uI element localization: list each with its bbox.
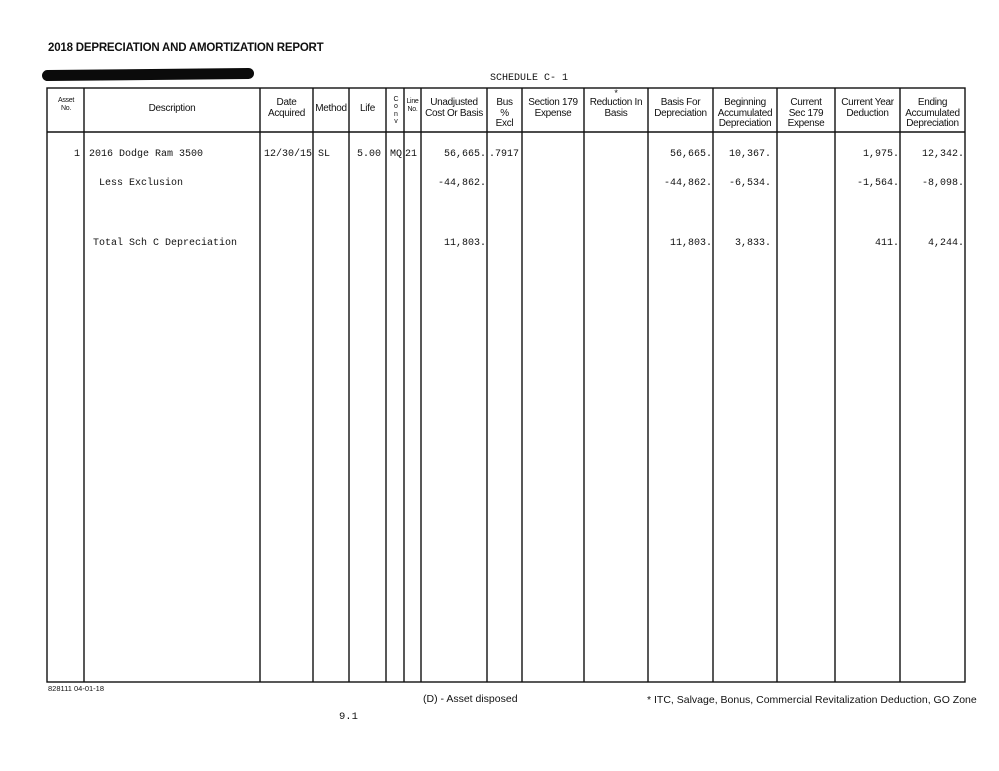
col-header-current-year-deduction: Current Year Deduction: [841, 97, 894, 119]
form-code: 828111 04-01-18: [48, 684, 105, 693]
reduction-asterisk: *: [614, 88, 618, 98]
col-header-ending-accum-depr: Ending Accumulated Depreciation: [905, 97, 960, 129]
table-border: [47, 88, 965, 682]
cell-description: Total Sch C Depreciation: [93, 238, 238, 249]
col-header-basis-for-depreciation: Basis For Depreciation: [654, 97, 707, 119]
col-header-bus-pct-excl: Bus % Excl: [495, 97, 514, 129]
cell-basis-for-depreciation: 11,803.: [669, 238, 712, 249]
cell-unadjusted-cost: -44,862.: [437, 178, 486, 189]
col-header-life: Life: [360, 103, 375, 114]
cell-beginning-accum-depr: 10,367.: [728, 149, 771, 160]
col-header-line-no: Line No.: [406, 98, 419, 113]
cell-ending-accum-depr: 4,244.: [927, 238, 964, 249]
cell-current-year-deduction: 411.: [874, 238, 899, 249]
cell-basis-for-depreciation: -44,862.: [663, 178, 712, 189]
col-header-section-179: Section 179 Expense: [528, 97, 578, 119]
cell-ending-accum-depr: 12,342.: [921, 149, 964, 160]
cell-asset-no: 1: [73, 149, 80, 160]
cell-bus-pct-excl: .7917: [489, 149, 520, 160]
cell-life: 5.00: [356, 149, 381, 160]
col-header-conv: [389, 96, 403, 126]
cell-description: 2016 Dodge Ram 3500: [89, 149, 204, 160]
cell-unadjusted-cost: 56,665.: [443, 149, 486, 160]
cell-beginning-accum-depr: 3,833.: [734, 238, 771, 249]
schedule-label: SCHEDULE C- 1: [490, 73, 569, 84]
cell-ending-accum-depr: -8,098.: [921, 178, 964, 189]
cell-description: Less Exclusion: [99, 178, 184, 189]
col-header-beginning-accum-depr: Beginning Accumulated Depreciation: [717, 97, 773, 129]
col-header-reduction-in-basis: Reduction In Basis: [589, 97, 643, 119]
col-header-method: Method: [315, 103, 347, 114]
cell-line-no: 21: [405, 149, 418, 160]
conv-letter: o: [394, 103, 398, 111]
cell-beginning-accum-depr: -6,534.: [728, 178, 771, 189]
cell-current-year-deduction: -1,564.: [856, 178, 899, 189]
disposed-note: (D) - Asset disposed: [423, 693, 518, 705]
cell-current-year-deduction: 1,975.: [862, 149, 899, 160]
cell-date-acquired: 12/30/15: [264, 149, 313, 160]
asterisk-note: * ITC, Salvage, Bonus, Commercial Revitalization Deduction, GO Zone: [647, 694, 977, 706]
col-header-date-acquired: Date Acquired: [267, 97, 306, 119]
cell-basis-for-depreciation: 56,665.: [669, 149, 712, 160]
col-header-asset-no: Asset No.: [57, 97, 74, 112]
conv-letter: v: [394, 118, 398, 126]
cell-unadjusted-cost: 11,803.: [443, 238, 486, 249]
conv-letter: C: [393, 96, 399, 103]
cell-conv: MQ: [390, 149, 403, 160]
report-title: 2018 DEPRECIATION AND AMORTIZATION REPORT: [48, 42, 324, 54]
page-number: 9.1: [339, 711, 358, 723]
cell-method: SL: [318, 149, 331, 160]
conv-letter: n: [394, 110, 398, 118]
col-header-unadjusted-cost: Unadjusted Cost Or Basis: [425, 97, 483, 119]
col-header-current-sec-179: Current Sec 179 Expense: [787, 97, 825, 129]
col-header-description: Description: [148, 103, 196, 114]
